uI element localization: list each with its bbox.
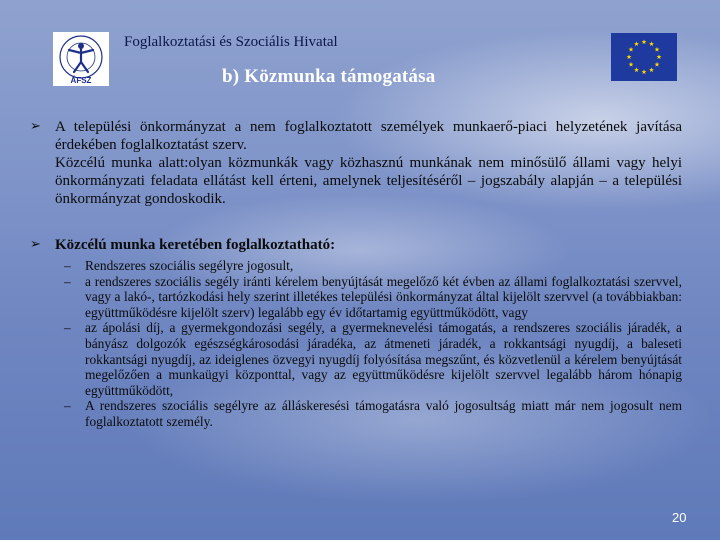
slide-title: b) Közmunka támogatása <box>222 66 436 87</box>
list-item <box>64 320 682 398</box>
afsz-logo-icon <box>53 32 109 86</box>
dash-bullet: – <box>64 273 71 289</box>
bullet-1-paragraph-1: A települési önkormányzat a nem foglalkoztatott személyek munkaerő-piaci helyzetének javítása érdekében foglalkoztatást szerv. <box>55 119 682 153</box>
list-item-text: A rendszeres szociális segélyre az álláskeresési támogatásra való jogosultság miatt már nem jogosult nem foglalkoztatott személy. <box>85 398 682 429</box>
list-item-text: az ápolási díj, a gyermekgondozási segély, a gyermeknevelési támogatás, a rendszeres szociális járadék, a bányász dolgozók egészségkárosodási járadéka, az átmeneti járadék, a rokkantsági nyugdíj, a baleseti rokkantsági nyugdíj, az ideiglenes özvegyi nyugdíj folyósítása megszűnt, és közvetlenül a kérelem benyújtását megelőzően a munkaügyi központtal, vagy az együttműködésre kijelölt szervvel legalább három hónapig együttműködött, <box>85 320 682 398</box>
logo-text: ÁFSZ <box>70 76 92 85</box>
dash-bullet: – <box>64 258 71 273</box>
org-name: Foglalkoztatási és Szociális Hivatal <box>124 34 338 50</box>
bullet-1-paragraph-2: Közcélú munka alatt:olyan közmunkák vagy közhasznú munkának nem minősülő állami vagy helyi önkormányzati feladata ellátást kell érteni, amelynek teljesítéséről – jogszabály alapján – a települési önkormányzat gondoskodik. <box>55 155 682 207</box>
list-item <box>64 274 682 321</box>
bullet-2-heading: Közcélú munka keretében foglalkoztatható: <box>55 237 336 253</box>
bullet-1 <box>30 118 682 208</box>
dash-bullet: – <box>64 398 71 414</box>
list-item <box>64 398 682 429</box>
list-item-text: Rendszeres szociális segélyre jogosult, <box>85 258 294 273</box>
eu-flag-icon <box>611 33 677 81</box>
arrow-bullet-icon: ➢ <box>30 237 41 252</box>
eligibility-list <box>64 258 682 430</box>
list-item-text: a rendszeres szociális segély iránti kérelem benyújtását megelőző két évben az állami foglalkoztatási szervvel, vagy a lakó-, tartózkodási hely szerint illetékes települési önkormányzat által kijelölt szervvel (a továbbiakban: együttműködésre kijelölt szerv) legalább egy év időtartamig együttműködött, vagy <box>85 273 682 320</box>
list-item <box>64 258 682 274</box>
page-number: 20 <box>672 510 687 525</box>
dash-bullet: – <box>64 320 71 336</box>
arrow-bullet-icon: ➢ <box>30 119 41 134</box>
bullet-2 <box>30 236 682 254</box>
